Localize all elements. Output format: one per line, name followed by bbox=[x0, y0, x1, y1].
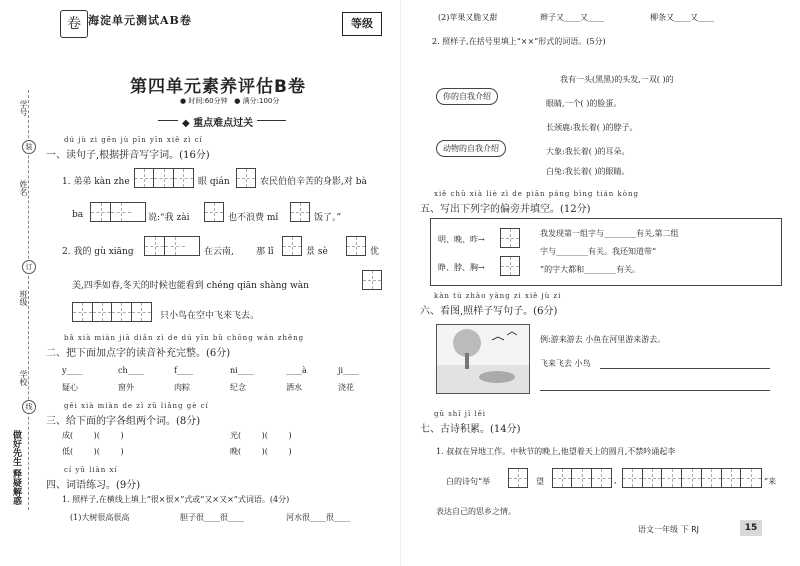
word: 窗外 bbox=[118, 383, 134, 392]
word-group[interactable]: 低( )( ) bbox=[62, 447, 124, 456]
score-info: 满分:100分 bbox=[242, 97, 280, 105]
diamond-icon: ◆ bbox=[182, 118, 190, 129]
s1-line1a: 1. 弟弟 kàn zhe bbox=[62, 177, 130, 187]
s5-pinyin: xiě chū xià liè zì de piān páng bìng tián kòng bbox=[434, 190, 639, 198]
intro-line-e[interactable]: 白兔:我长着( )的眼睛。 bbox=[546, 167, 630, 176]
s2-heading: 二、把下面加点字的读音补充完整。(6分) bbox=[46, 348, 231, 359]
binding-strip bbox=[0, 0, 40, 566]
s4-q1: 1. 照样子,在横线上填上“很×很×”式或“又×又×”式词语。(4分) bbox=[62, 495, 290, 504]
s1-heading: 一、读句子,根据拼音写字词。(16分) bbox=[46, 150, 210, 161]
r0-fill-b[interactable]: 柳条又____又____ bbox=[650, 13, 714, 22]
r0-fill-a[interactable]: 辫子又____又____ bbox=[540, 13, 604, 22]
s4-fill-a[interactable]: 胆子很____很____ bbox=[180, 513, 244, 522]
s4-example: (1)大树很高很高 bbox=[70, 513, 130, 522]
s5-text-2[interactable]: 字与________有关。我还知道带“ bbox=[540, 247, 657, 256]
writing-grid[interactable] bbox=[282, 236, 302, 256]
s6-task: 飞来飞去 小鸟 bbox=[540, 359, 591, 368]
reading-blank[interactable]: y____ bbox=[62, 366, 83, 375]
publisher-logo: 卷 bbox=[60, 10, 88, 38]
word-group[interactable]: 成( )( ) bbox=[62, 431, 124, 440]
s1-line3b: 在云南, bbox=[204, 247, 234, 257]
radical-group-1: 明、晚、昨→ bbox=[438, 235, 485, 244]
check-icon: ● bbox=[234, 97, 241, 105]
grade-box: 等级 bbox=[342, 12, 382, 36]
intro-line-a[interactable]: 我有一头(黑黑)的头发,一双( )的 bbox=[560, 75, 674, 84]
school-label: 学校 bbox=[19, 370, 28, 386]
s1-line1b: 眼 qián bbox=[198, 177, 230, 187]
intro-line-d[interactable]: 大象:我长着( )的耳朵。 bbox=[546, 147, 630, 156]
s1-line5: 只小鸟在空中飞来飞去。 bbox=[160, 311, 260, 321]
s1-line2c: 也不浪费 mǐ bbox=[228, 213, 279, 223]
word: 浇花 bbox=[338, 383, 354, 392]
time-info: 时间:60分钟 bbox=[188, 97, 228, 105]
student-id-label: 学号 bbox=[19, 100, 28, 116]
page-divider bbox=[400, 0, 401, 566]
s6-example: 例:游来游去 小鱼在河里游来游去。 bbox=[540, 335, 666, 344]
s1-line3a: 2. 我的 gù xiāng bbox=[62, 247, 134, 257]
word-group[interactable]: 光( )( ) bbox=[230, 431, 292, 440]
s1-line2a: ba bbox=[72, 210, 84, 220]
s7-heading: 七、古诗积累。(14分) bbox=[420, 424, 521, 435]
slogan: 做好先生 释疑解惑 bbox=[11, 430, 21, 506]
s1-line2b: 说:“我 zài bbox=[148, 213, 190, 223]
writing-grid[interactable] bbox=[500, 228, 520, 248]
s7-pinyin: gǔ shī jī lěi bbox=[434, 410, 487, 418]
park-illustration bbox=[436, 324, 530, 394]
s3-heading: 三、给下面的字各组两个词。(8分) bbox=[46, 416, 201, 427]
self-intro-bubble: 你的自我介绍 bbox=[436, 88, 498, 105]
writing-grid[interactable] bbox=[236, 168, 256, 188]
writing-grid[interactable] bbox=[508, 468, 528, 488]
s6-heading: 六、看图,照样子写句子。(6分) bbox=[420, 306, 558, 317]
intro-line-b[interactable]: 眼睛,一个( )的脸蛋。 bbox=[546, 99, 622, 108]
animal-intro-bubble: 动物的自我介绍 bbox=[436, 140, 506, 157]
reading-blank[interactable]: ch____ bbox=[118, 366, 144, 375]
binding-mark: 线 bbox=[22, 400, 36, 414]
s1-line3c: 那 lǐ bbox=[256, 247, 274, 257]
park-scene-image bbox=[437, 325, 529, 393]
section-band-title bbox=[178, 114, 257, 129]
s5-text-3[interactable]: ”的字大都和________有关。 bbox=[540, 265, 641, 274]
r1-question: 2. 照样子,在括号里填上“××”形式的词语。(5分) bbox=[432, 37, 606, 46]
word: 纪念 bbox=[230, 383, 246, 392]
band-text: 重点难点过关 bbox=[193, 118, 254, 129]
writing-grid[interactable] bbox=[290, 202, 310, 222]
s6-answer-line-1[interactable] bbox=[600, 358, 770, 369]
s4-pinyin: cí yǔ liàn xí bbox=[64, 466, 118, 474]
writing-grid[interactable] bbox=[622, 468, 762, 488]
reading-blank[interactable]: ni____ bbox=[230, 366, 254, 375]
s1-line3d: 景 sè bbox=[306, 247, 328, 257]
reading-blank[interactable]: ____à bbox=[286, 366, 307, 375]
page-title: 第四单元素养评估B卷 bbox=[130, 77, 306, 97]
writing-grid[interactable] bbox=[362, 270, 382, 290]
word: 肉粽 bbox=[174, 383, 190, 392]
s4-heading: 四、词语练习。(9分) bbox=[46, 480, 141, 491]
s2-pinyin: bǎ xià miàn jiā diǎn zì de dú yīn bǔ chōng wán zhěng bbox=[64, 334, 305, 342]
s7-q3: 表达自己的思乡之情。 bbox=[436, 507, 516, 516]
s7-q2d: ”来 bbox=[764, 477, 777, 486]
writing-grid[interactable] bbox=[90, 202, 146, 222]
s3-pinyin: gěi xià miàn de zì zǔ liǎng gè cí bbox=[64, 402, 209, 410]
radical-group-2: 睁、脖、胸→ bbox=[438, 263, 485, 272]
footer-label: 语文一年级 下 RJ bbox=[638, 525, 700, 534]
word-group[interactable]: 晚( )( ) bbox=[230, 447, 292, 456]
s1-pinyin: dú jù zi gēn jù pīn yīn xiě zì cí bbox=[64, 136, 203, 144]
word: 疑心 bbox=[62, 383, 78, 392]
s1-line2d: 饭了。” bbox=[314, 213, 342, 223]
s6-pinyin: kàn tú zhào yàng zi xiě jù zi bbox=[434, 292, 562, 300]
s6-answer-line-2[interactable] bbox=[540, 380, 770, 391]
page-number: 15 bbox=[740, 520, 762, 536]
s5-heading: 五、写出下列字的偏旁并填空。(12分) bbox=[420, 204, 591, 215]
writing-grid[interactable] bbox=[144, 236, 200, 256]
s5-text-1[interactable]: 我发现第一组字与________有关,第二组 bbox=[540, 229, 679, 238]
r0-example: (2)苹果又脆又甜 bbox=[438, 13, 498, 22]
s7-q2a: 白的诗句“举 bbox=[446, 477, 491, 486]
s4-fill-b[interactable]: 河水很____很____ bbox=[286, 513, 350, 522]
intro-line-c[interactable]: 长颈鹿:我长着( )的脖子。 bbox=[546, 123, 638, 132]
writing-grid[interactable] bbox=[500, 256, 520, 276]
writing-grid[interactable] bbox=[72, 302, 152, 322]
s1-line4: 美,四季如春,冬天的时候也能看到 chéng qiān shàng wàn bbox=[72, 281, 309, 291]
writing-grid[interactable] bbox=[346, 236, 366, 256]
reading-blank[interactable]: f____ bbox=[174, 366, 193, 375]
brand-title: 海淀单元测试AB卷 bbox=[88, 14, 192, 27]
name-label: 姓名 bbox=[19, 180, 28, 196]
reading-blank[interactable]: ji____ bbox=[338, 366, 360, 375]
s7-q1: 1. 叔叔在异地工作。中秋节的晚上,他望着天上的圆月,不禁吟诵起李 bbox=[436, 447, 676, 456]
binding-mark: 订 bbox=[22, 260, 36, 274]
s7-q2c: , bbox=[614, 476, 617, 485]
class-label: 班级 bbox=[19, 290, 28, 306]
writing-grid[interactable] bbox=[204, 202, 224, 222]
exam-meta bbox=[180, 96, 279, 106]
word: 洒水 bbox=[286, 383, 302, 392]
s7-q2b: 望 bbox=[536, 477, 544, 486]
s1-line3e: 优 bbox=[370, 247, 380, 257]
s1-line1c: 农民伯伯辛苦的身影,对 bà bbox=[260, 177, 367, 187]
writing-grid[interactable] bbox=[552, 468, 612, 488]
writing-grid[interactable] bbox=[134, 168, 194, 188]
binding-mark: 装 bbox=[22, 140, 36, 154]
clock-icon: ● bbox=[180, 97, 187, 105]
